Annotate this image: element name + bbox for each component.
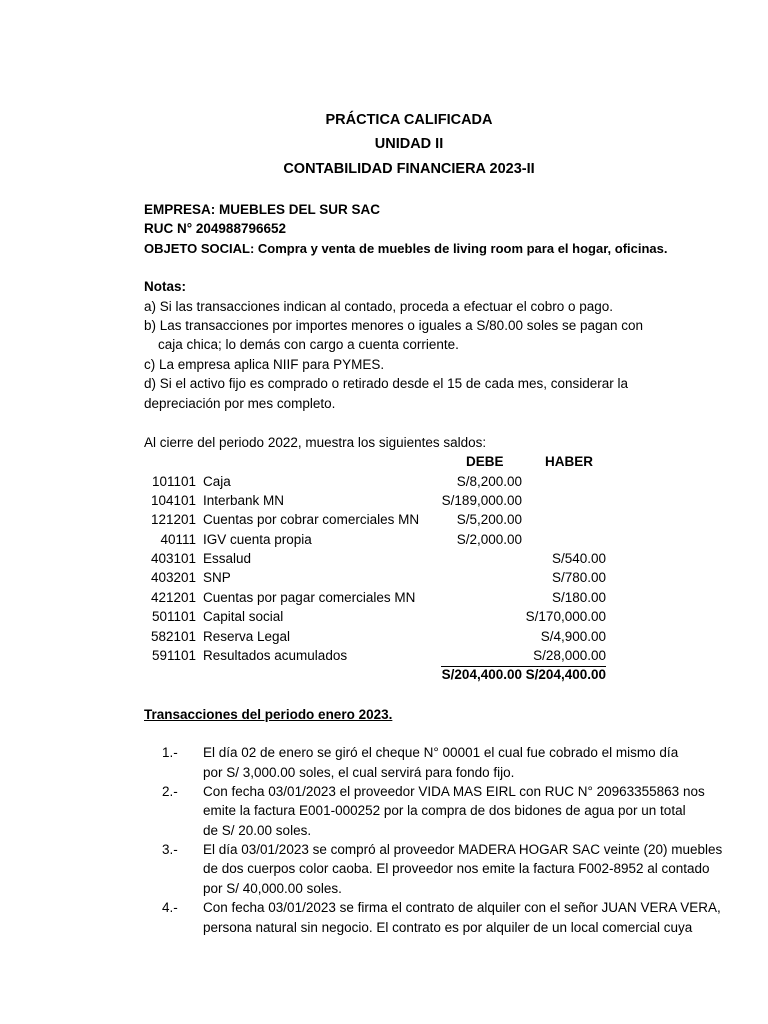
- transaction-number: 2.-: [162, 784, 178, 799]
- title-unidad: UNIDAD II: [374, 136, 444, 152]
- account-code: 421201: [150, 590, 196, 605]
- account-debe: S/5,200.00: [456, 512, 522, 527]
- transaction-number: 1.-: [162, 745, 178, 760]
- transactions-heading: Transacciones del periodo enero 2023.: [144, 707, 393, 722]
- account-name: Cuentas por cobrar comerciales MN: [203, 512, 420, 527]
- company-objeto: OBJETO SOCIAL: Compra y venta de muebles de living room para el hogar, oficinas.: [144, 241, 668, 256]
- account-haber: S/28,000.00: [533, 648, 606, 663]
- note-line: a) Si las transacciones indican al contado, proceda a efectuar el cobro o pago.: [144, 299, 614, 314]
- note-line: d) Si el activo fijo es comprado o retirado desde el 15 de cada mes, considerar la: [144, 376, 629, 391]
- account-haber: S/4,900.00: [540, 629, 606, 644]
- transaction-line: persona natural sin negocio. El contrato es por alquiler de un local comercial cuya: [203, 920, 693, 935]
- notes-heading: Notas:: [144, 279, 187, 294]
- account-name: Essalud: [203, 551, 252, 566]
- title-practica: PRÁCTICA CALIFICADA: [325, 112, 493, 128]
- account-debe: S/189,000.00: [441, 493, 522, 508]
- account-haber: S/780.00: [551, 570, 606, 585]
- account-haber: S/540.00: [551, 551, 606, 566]
- col-haber-header: HABER: [545, 454, 594, 469]
- transaction-line: Con fecha 03/01/2023 se firma el contrato de alquiler con el señor JUAN VERA VERA,: [203, 900, 721, 915]
- note-line: b) Las transacciones por importes menores o iguales a S/80.00 soles se pagan con: [144, 318, 644, 333]
- transaction-line: por S/ 3,000.00 soles, el cual servirá para fondo fijo.: [203, 765, 515, 780]
- note-line: c) La empresa aplica NIIF para PYMES.: [144, 357, 385, 372]
- balances-intro: Al cierre del periodo 2022, muestra los siguientes saldos:: [144, 435, 487, 450]
- account-name: Capital social: [203, 609, 284, 624]
- account-debe: S/8,200.00: [456, 474, 522, 489]
- transaction-number: 3.-: [162, 842, 178, 857]
- transaction-line: de S/ 20.00 soles.: [203, 823, 312, 838]
- transaction-number: 4.-: [162, 900, 178, 915]
- account-name: Cuentas por pagar comerciales MN: [203, 590, 416, 605]
- title-course: CONTABILIDAD FINANCIERA 2023-II: [283, 161, 535, 177]
- account-code: 40111: [160, 532, 196, 547]
- account-code: 403201: [150, 570, 196, 585]
- transaction-line: de dos cuerpos color caoba. El proveedor nos emite la factura F002-8952 al contado: [203, 861, 710, 876]
- account-code: 501101: [151, 609, 196, 624]
- transaction-line: por S/ 40,000.00 soles.: [203, 881, 342, 896]
- account-name: Interbank MN: [203, 493, 285, 508]
- account-code: 591101: [151, 648, 196, 663]
- note-line: depreciación por mes completo.: [144, 396, 336, 411]
- note-line: caja chica; lo demás con cargo a cuenta corriente.: [158, 337, 459, 352]
- account-name: SNP: [203, 570, 231, 585]
- total-haber: S/204,400.00: [525, 667, 606, 682]
- transaction-line: Con fecha 03/01/2023 el proveedor VIDA MAS EIRL con RUC N° 20963355863 nos: [203, 784, 705, 799]
- account-name: Reserva Legal: [203, 629, 291, 644]
- account-haber: S/180.00: [551, 590, 606, 605]
- transaction-line: emite la factura E001-000252 por la compra de dos bidones de agua por un total: [203, 803, 686, 818]
- transaction-line: El día 03/01/2023 se compró al proveedor MADERA HOGAR SAC veinte (20) muebles: [203, 842, 723, 857]
- total-debe: S/204,400.00: [441, 667, 522, 682]
- account-code: 101101: [151, 474, 196, 489]
- company-ruc: RUC N° 204988796652: [144, 221, 286, 236]
- account-name: IGV cuenta propia: [203, 532, 312, 547]
- account-code: 121201: [150, 512, 196, 527]
- account-name: Resultados acumulados: [203, 648, 348, 663]
- company-name: EMPRESA: MUEBLES DEL SUR SAC: [144, 202, 381, 217]
- col-debe-header: DEBE: [466, 454, 504, 469]
- account-haber: S/170,000.00: [525, 609, 606, 624]
- account-debe: S/2,000.00: [456, 532, 522, 547]
- account-name: Caja: [203, 474, 231, 489]
- account-code: 104101: [150, 493, 196, 508]
- account-code: 582101: [150, 629, 196, 644]
- account-code: 403101: [150, 551, 196, 566]
- transaction-line: El día 02 de enero se giró el cheque N° 00001 el cual fue cobrado el mismo día: [203, 745, 679, 760]
